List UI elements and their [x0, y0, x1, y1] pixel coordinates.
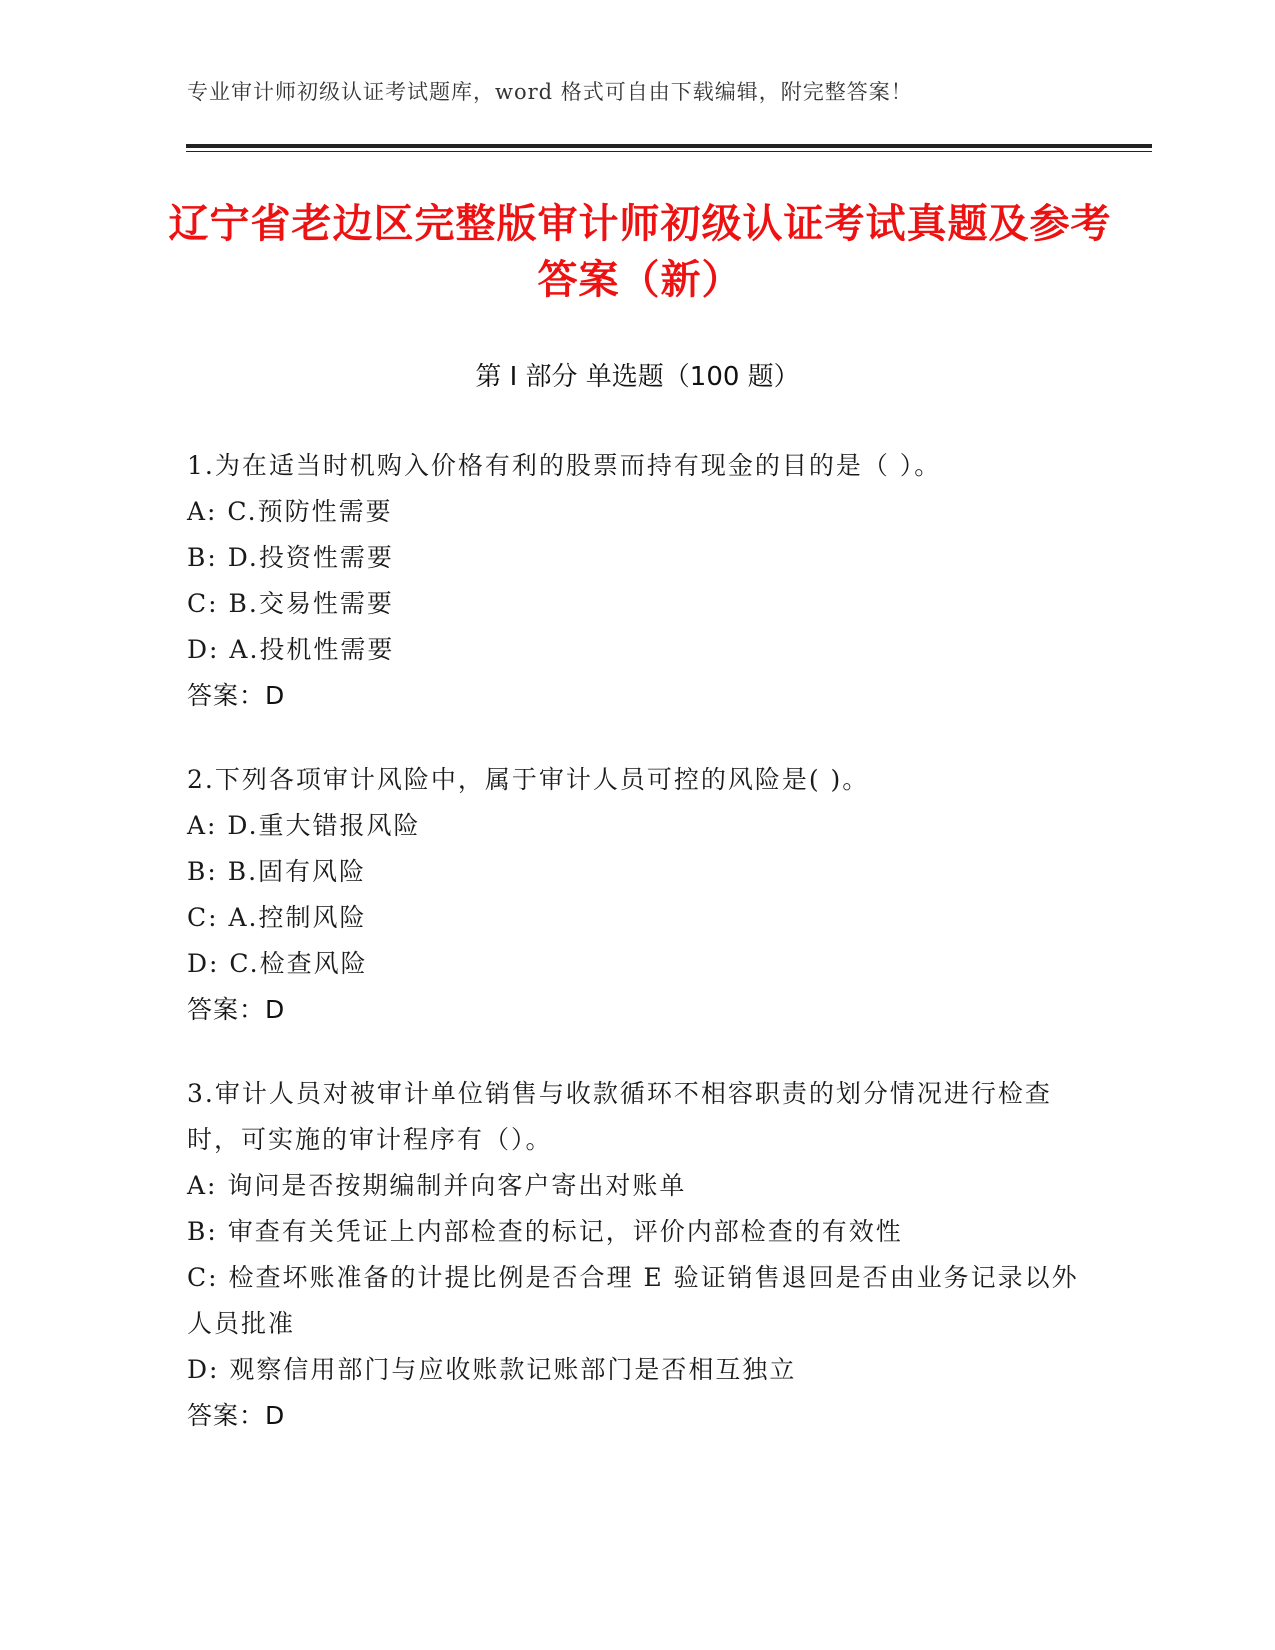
question-stem: 2.下列各项审计风险中，属于审计人员可控的风险是( )。	[187, 765, 870, 794]
question-2	[187, 757, 1087, 1033]
option-c: C: A.控制风险	[187, 903, 367, 932]
answer-text: 答案：D	[187, 995, 286, 1024]
question-1	[187, 443, 1087, 719]
section-title: 第 I 部分 单选题（100 题）	[475, 362, 800, 392]
option-b: B: B.固有风险	[187, 857, 367, 886]
question-stem: 3.审计人员对被审计单位销售与收款循环不相容职责的划分情况进行检查时，可实施的审计程序有（）。	[187, 1079, 1052, 1154]
header-divider-thick	[186, 144, 1152, 148]
option-d: D: A.投机性需要	[187, 635, 395, 664]
answer-text: 答案：D	[187, 681, 286, 710]
option-d: D: C.检查风险	[187, 949, 368, 978]
question-list	[187, 443, 1087, 1477]
document-title: 辽宁省老边区完整版审计师初级认证考试真题及参考答案（新）	[168, 201, 1112, 303]
option-d: D: 观察信用部门与应收账款记账部门是否相互独立	[187, 1355, 797, 1384]
question-3	[187, 1071, 1087, 1439]
question-stem: 1.为在适当时机购入价格有利的股票而持有现金的目的是（ ）。	[187, 451, 942, 480]
option-a: A: D.重大错报风险	[187, 811, 421, 840]
option-b: B: 审查有关凭证上内部检查的标记，评价内部检查的有效性	[187, 1217, 903, 1246]
header-divider-thin	[186, 151, 1152, 152]
option-c: C: 检查坏账准备的计提比例是否合理 E 验证销售退回是否由业务记录以外人员批准	[187, 1263, 1079, 1338]
option-b: B: D.投资性需要	[187, 543, 394, 572]
header-note: 专业审计师初级认证考试题库，word 格式可自由下载编辑，附完整答案！	[187, 80, 913, 104]
option-c: C: B.交易性需要	[187, 589, 394, 618]
answer-text: 答案：D	[187, 1401, 286, 1430]
option-a: A: C.预防性需要	[187, 497, 393, 526]
option-a: A: 询问是否按期编制并向客户寄出对账单	[187, 1171, 687, 1200]
